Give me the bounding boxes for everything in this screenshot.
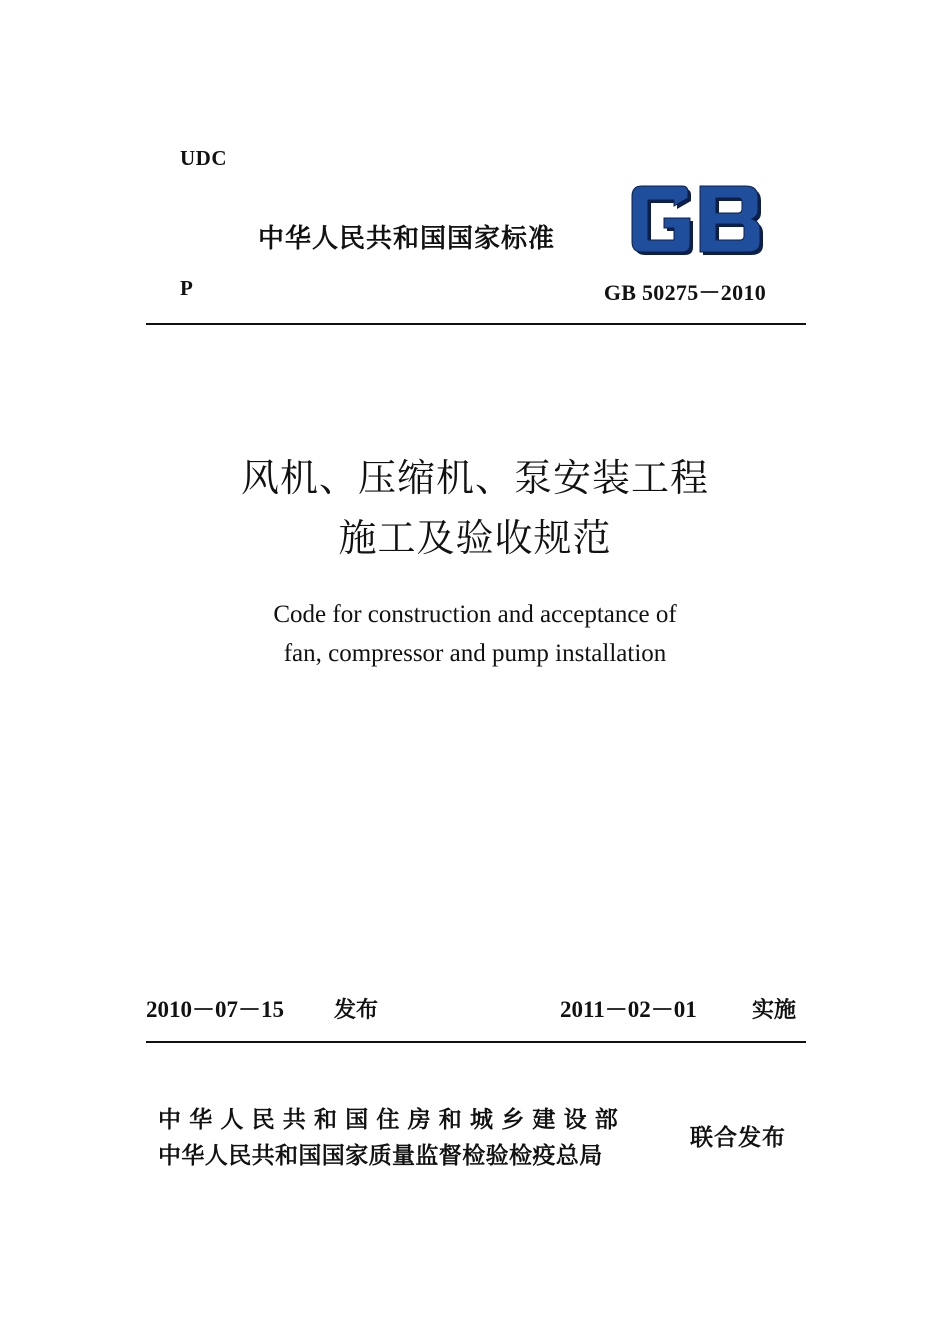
joint-release-label: 联合发布 bbox=[690, 1125, 786, 1151]
title-chinese-line-1: 风机、压缩机、泵安装工程 bbox=[240, 456, 709, 500]
gb-logo bbox=[624, 184, 766, 256]
issue-date: 2010－07－15 bbox=[146, 997, 284, 1022]
publisher-line-1: 中华人民共和国住房和城乡建设部 bbox=[158, 1107, 626, 1133]
title-chinese-line-2: 施工及验收规范 bbox=[338, 516, 612, 560]
standard-number: GB 50275－2010 bbox=[603, 280, 766, 305]
national-standard-label: 中华人民共和国国家标准 bbox=[258, 224, 556, 254]
bottom-divider bbox=[146, 1041, 806, 1043]
title-english-line-2: fan, compressor and pump installation bbox=[283, 640, 667, 667]
publisher-line-2: 中华人民共和国国家质量监督检验检疫总局 bbox=[158, 1143, 603, 1169]
issue-label: 发布 bbox=[334, 998, 379, 1023]
implementation-label: 实施 bbox=[752, 998, 797, 1023]
classification-code: P bbox=[180, 276, 193, 300]
top-divider bbox=[146, 323, 806, 325]
implementation-date: 2011－02－01 bbox=[560, 997, 697, 1022]
title-english-line-1: Code for construction and acceptance of bbox=[273, 601, 677, 628]
udc-label: UDC bbox=[180, 146, 227, 170]
